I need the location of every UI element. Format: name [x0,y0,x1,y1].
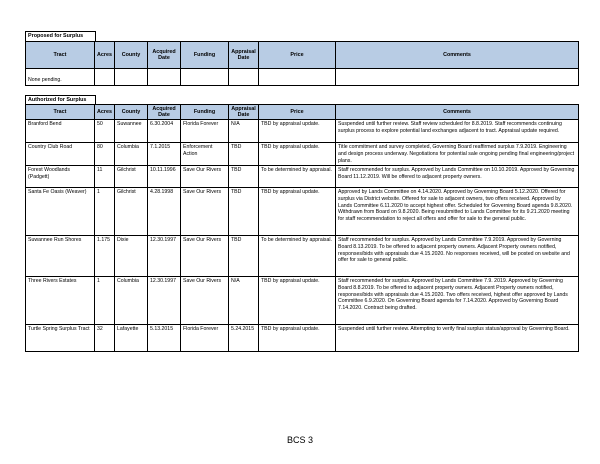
table-row [26,166,579,188]
cell-comments: Staff recommended for surplus. Approved by Lands Committee on 10.10.2019. Approved by Governing Board 11.12.2019. Will be offered to adjacent property owners. [336,166,579,188]
cell-county: Gilchrist [115,166,148,188]
cell-price: TBD by appraisal update. [259,325,336,352]
table-row [26,120,579,143]
cell-price: TBD by appraisal update. [259,277,336,325]
cell-comments: Approved by Lands Committee on 4.14.2020. Approved by Governing Board 5.12.2020. Offered for surplus via District website. Offered for sale to adjacent owners, two offers received. Approved by Lands Committee 6.11.2020 to accept highest offer. Scheduled for Governing Board agenda 9.8.2020. Withdrawn from Board on 9.8.2020. Being resubmitted to Lands Committee for its 9.21.2020 meeting for staff recommendation to reject all offers and offer for sale to the general public. [336,188,579,236]
table-row [26,143,579,166]
cell-acquired: 6.30.2004 [148,120,181,143]
cell-appraisal: TBD [229,166,259,188]
cell-appraisal: 5.24.2015 [229,325,259,352]
cell-county: Columbia [115,277,148,325]
table-row [26,188,579,236]
cell-acres: 1 [95,277,115,325]
col-header-price: Price [259,105,336,120]
col-header-funding: Funding [181,105,229,120]
cell-price: TBD by appraisal update. [259,120,336,143]
cell-funding: Save Our Rivers [181,188,229,236]
cell-funding: Enforcement Action [181,143,229,166]
col-header-price: Price [259,42,336,69]
cell-funding: Florida Forever [181,325,229,352]
cell-acres: 1 [95,188,115,236]
col-header-acres: Acres [95,105,115,120]
col-header-comments: Comments [336,42,579,69]
cell-county: Lafayette [115,325,148,352]
cell-acres: 50 [95,120,115,143]
page-footer-label: BCS 3 [286,435,313,445]
cell-county: Gilchrist [115,188,148,236]
cell-acquired: 10.11.1996 [148,166,181,188]
cell-comments: Staff recommended for surplus. Approved by Lands Committee 7.9. 2019. Approved by Governing Board 8.8.2019. To be offered to adjacent property owners. Adjacent Property owners notified, responses/bids with appraisals due 4.15.2020. Two offers received, highest offer approved by Lands Committee 6.9.2020. On Governing Board agenda for 7.14.2020. Approved by Governing Board 7.14.2020. Contract being drafted. [336,277,579,325]
table-row [26,236,579,277]
cell-price: To be determined by appraisal. [259,166,336,188]
table-row [26,277,579,325]
cell-funding: Florida Forever [181,120,229,143]
cell-acres: 80 [95,143,115,166]
cell-tract: Forest Woodlands (Padgett) [26,166,95,188]
cell-acquired: 12.30.1997 [148,236,181,277]
col-header-tract: Tract [26,105,95,120]
cell-price: TBD by appraisal update. [259,188,336,236]
cell-tract: Country Club Road [26,143,95,166]
cell-county: Columbia [115,143,148,166]
col-header-appraisal-date: Appraisal Date [229,105,259,120]
cell-county: Suwannee [115,120,148,143]
cell-tract: Suwannee Run Shores [26,236,95,277]
authorized-header-row [26,105,579,120]
cell-appraisal: N/A [229,120,259,143]
col-header-acquired-date: Acquired Date [148,42,181,69]
cell-price: TBD by appraisal update. [259,143,336,166]
cell-tract: Turtle Spring Surplus Tract [26,325,95,352]
cell-comments [336,143,579,166]
cell-appraisal: TBD [229,143,259,166]
comments-text: Suspended until further review. Staff review scheduled for 8.8.2019. Staff recommends continuing surplus process to explore potential land exchanges adjacent to tract. Appraisal update required. [338,121,562,135]
comments-text: Title commitment and survey completed, Governing Board reaffirmed surplus 7.9.2019. Engineering and design process underway. Negotiations for potential sale ongoing pending final engineering/project plans. [338,144,575,164]
cell-tract: Branford Bend [26,120,95,143]
col-header-appraisal-date: Appraisal Date [229,42,259,69]
table-row [26,325,579,352]
col-header-county: County [115,42,148,69]
cell-price: To be determined by appraisal. [259,236,336,277]
cell-funding: Save Our Rivers [181,277,229,325]
proposed-header-row [26,42,579,69]
cell-acquired: 4.28.1998 [148,188,181,236]
cell-county: Dixie [115,236,148,277]
cell-appraisal: N/A [229,277,259,325]
cell-tract: Santa Fe Oasis (Weaver) [26,188,95,236]
authorized-section-title: Authorized for Surplus [25,95,96,105]
authorized-table [25,104,579,352]
cell-comments: Staff recommended for surplus. Approved by Lands Committee 7.9.2019. Approved by Governing Board 8.13.2019. To be offered to adjacent property owners. Adjacent Property owners notified, responses/bids with appraisals due 4.15.2020. No responses received, will be posted on website and offer for sale to general public. [336,236,579,277]
cell-acquired: 12.30.1997 [148,277,181,325]
col-header-acquired-date: Acquired Date [148,105,181,120]
cell-acres: 32 [95,325,115,352]
cell-comments [336,120,579,143]
cell-funding: Save Our Rivers [181,166,229,188]
cell-acres: 11 [95,166,115,188]
cell-comments: Suspended until further review. Attempting to verify final surplus status/approval by Governing Board. [336,325,579,352]
cell-funding: Save Our Rivers [181,236,229,277]
col-header-acres: Acres [95,42,115,69]
cell-appraisal: TBD [229,188,259,236]
proposed-section-title: Proposed for Surplus [25,31,96,41]
cell-acquired: 5.13.2015 [148,325,181,352]
table-row [26,69,579,86]
proposed-table [25,41,579,86]
cell-appraisal: TBD [229,236,259,277]
cell-acres: 1.175 [95,236,115,277]
col-header-comments: Comments [336,105,579,120]
cell-acquired: 7.1.2015 [148,143,181,166]
empty-message: None pending. [26,69,95,86]
cell-tract: Three Rivers Estates [26,277,95,325]
col-header-funding: Funding [181,42,229,69]
col-header-county: County [115,105,148,120]
col-header-tract: Tract [26,42,95,69]
